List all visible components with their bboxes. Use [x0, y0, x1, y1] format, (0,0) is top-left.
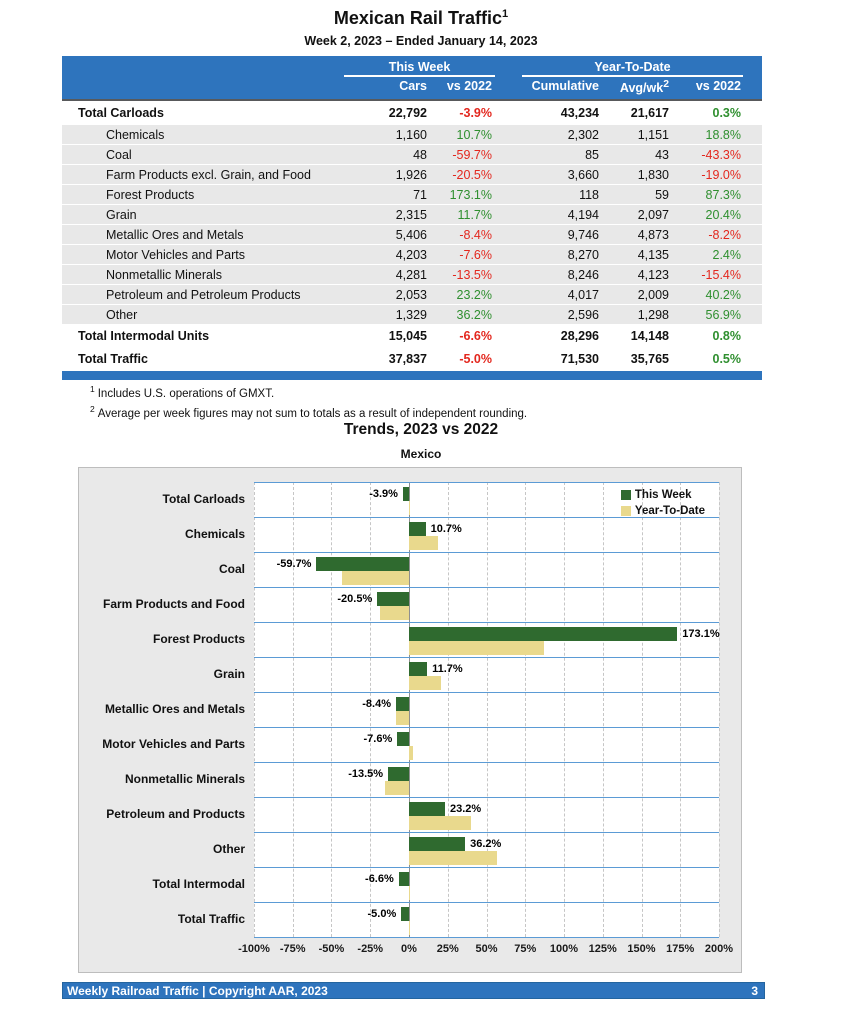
table-bottom-rule [62, 371, 762, 380]
table-row [62, 205, 762, 224]
x-axis-tick-label: 25% [436, 943, 459, 955]
page-footer-bar [62, 982, 765, 999]
cell-week-vs-2022: -20.5% [452, 167, 492, 182]
gridline [719, 482, 720, 937]
footnote-2-marker: 2 [90, 404, 95, 414]
bar-value-label: -7.6% [363, 733, 393, 745]
row-label: Total Carloads [78, 105, 164, 120]
gridline [293, 482, 294, 937]
cell-ytd-vs-2022: 87.3% [705, 187, 741, 202]
x-axis-tick-label: 100% [549, 943, 579, 955]
table-row [62, 185, 762, 204]
cell-cars: 1,329 [395, 307, 427, 322]
cell-avg-wk: 35,765 [630, 351, 669, 366]
cell-ytd-vs-2022: -43.3% [701, 147, 741, 162]
cell-avg-wk: 4,873 [637, 227, 669, 242]
table-row [62, 285, 762, 304]
bar-value-label: -8.4% [362, 698, 391, 710]
bar-value-label: 173.1% [682, 628, 720, 640]
title-footnote-marker: 1 [501, 8, 509, 20]
row-label: Metallic Ores and Metals [106, 227, 244, 242]
cell-cumulative: 2,596 [567, 307, 599, 322]
bar-this-week [399, 872, 409, 886]
zero-axis-line [409, 482, 410, 937]
bar-value-label: 11.7% [432, 663, 463, 675]
cell-cumulative: 8,246 [567, 267, 599, 282]
column-header-cumulative: Cumulative [531, 79, 599, 93]
cell-week-vs-2022: -3.9% [459, 105, 492, 120]
row-label: Total Intermodal Units [78, 328, 210, 343]
cell-cars: 5,406 [395, 227, 427, 242]
year-to-date-swatch-icon [621, 506, 631, 516]
x-axis-tick-label: 175% [666, 943, 695, 955]
gridline [448, 482, 449, 937]
page-number: 3 [751, 983, 758, 998]
gridline [487, 482, 488, 937]
category-label: Farm Products and Food [102, 597, 245, 611]
bar-this-week [316, 557, 409, 571]
x-axis-tick-label: 75% [514, 943, 537, 955]
cell-avg-wk: 43 [655, 147, 669, 162]
band-separator-line [254, 657, 719, 658]
chart-title: Trends, 2023 vs 2022 [343, 421, 499, 438]
cell-ytd-vs-2022: 40.2% [705, 287, 741, 302]
cell-cumulative: 9,746 [567, 227, 599, 242]
gridline [525, 482, 526, 937]
category-label: Total Carloads [162, 492, 245, 506]
cell-cumulative: 4,194 [567, 207, 599, 222]
bar-this-week [409, 837, 465, 851]
cell-ytd-vs-2022: -8.2% [708, 227, 741, 242]
avg-wk-footnote-marker: 2 [663, 79, 669, 90]
x-axis-tick-label: 125% [588, 943, 617, 955]
cell-cars: 2,053 [395, 287, 427, 302]
bar-value-label: -6.6% [365, 873, 394, 885]
cell-ytd-vs-2022: -19.0% [701, 167, 741, 182]
cell-week-vs-2022: 10.7% [456, 127, 492, 142]
cell-cars: 4,281 [395, 267, 427, 282]
cell-avg-wk: 1,151 [637, 127, 669, 142]
band-separator-line [254, 727, 719, 728]
cell-cars: 1,160 [395, 127, 427, 142]
bar-value-label: 10.7% [430, 523, 462, 535]
band-separator-line [254, 552, 719, 553]
cell-ytd-vs-2022: -15.4% [701, 267, 741, 282]
row-label: Total Traffic [78, 351, 148, 366]
band-separator-line [254, 622, 719, 623]
table-body [62, 102, 762, 369]
legend-label-this-week: This Week [634, 489, 692, 501]
traffic-table [62, 56, 762, 380]
table-row [62, 305, 762, 324]
cell-cumulative: 71,530 [560, 351, 599, 366]
bar-year-to-date [409, 641, 544, 655]
cell-ytd-vs-2022: 0.3% [712, 105, 741, 120]
trends-bar-chart [78, 467, 742, 973]
page-title-text: Mexican Rail Traffic [333, 8, 502, 28]
cell-cumulative: 3,660 [567, 167, 599, 182]
column-group-this-week: This Week [344, 60, 495, 77]
cell-cumulative: 4,017 [567, 287, 599, 302]
bar-this-week [377, 592, 409, 606]
cell-week-vs-2022: -5.0% [459, 351, 492, 366]
footnote-1-text: Includes U.S. operations of GMXT. [97, 387, 275, 400]
bar-year-to-date [409, 816, 471, 830]
bar-year-to-date [342, 571, 409, 585]
gridline [642, 482, 643, 937]
category-label: Other [212, 842, 245, 856]
row-label: Chemicals [106, 127, 165, 142]
cell-cumulative: 28,296 [560, 328, 599, 343]
bar-value-label: -20.5% [337, 593, 373, 605]
cell-week-vs-2022: -7.6% [459, 247, 492, 262]
cell-week-vs-2022: 11.7% [457, 207, 492, 222]
row-label: Forest Products [106, 187, 195, 202]
table-row [62, 125, 762, 144]
cell-ytd-vs-2022: 18.8% [705, 127, 741, 142]
gridline [331, 482, 332, 937]
x-axis-tick-label: -25% [357, 943, 384, 955]
cell-cumulative: 85 [585, 147, 599, 162]
band-separator-line [254, 937, 719, 938]
cell-cars: 22,792 [388, 105, 427, 120]
band-separator-line [254, 832, 719, 833]
page-title [0, 8, 842, 29]
bar-year-to-date [409, 746, 413, 760]
bar-year-to-date [409, 851, 497, 865]
row-label: Coal [106, 147, 132, 162]
row-label: Farm Products excl. Grain, and Food [106, 167, 311, 182]
cell-cumulative: 2,302 [567, 127, 599, 142]
chart-x-axis [238, 943, 734, 961]
category-label: Total Traffic [177, 912, 245, 926]
table-row [62, 325, 762, 346]
cell-avg-wk: 14,148 [630, 328, 669, 343]
cell-cars: 71 [413, 187, 427, 202]
footer-text: Weekly Railroad Traffic | Copyright AAR, 2023 [67, 983, 328, 998]
gridline [564, 482, 565, 937]
bar-year-to-date [385, 781, 409, 795]
footnote-1-marker: 1 [90, 384, 95, 394]
band-separator-line [254, 587, 719, 588]
bar-value-label: -5.0% [367, 908, 397, 920]
cell-cumulative: 43,234 [560, 105, 599, 120]
avg-wk-text: Avg/wk [619, 81, 664, 96]
table-header [62, 56, 762, 101]
bar-year-to-date [396, 711, 409, 725]
cell-ytd-vs-2022: 20.4% [705, 207, 741, 222]
footnote-2-text: Average per week figures may not sum to totals as a result of independent rounding. [97, 407, 528, 420]
band-separator-line [254, 867, 719, 868]
bar-this-week [388, 767, 409, 781]
cell-cumulative: 118 [579, 187, 599, 202]
table-row [62, 265, 762, 284]
column-header-ytd-vs-2022: vs 2022 [695, 79, 741, 93]
page-subtitle: Week 2, 2023 – Ended January 14, 2023 [304, 34, 538, 48]
x-axis-tick-label: 50% [475, 943, 498, 955]
bar-this-week [409, 802, 445, 816]
cell-ytd-vs-2022: 0.8% [712, 328, 741, 343]
row-label: Other [106, 307, 138, 322]
cell-cars: 48 [413, 147, 427, 162]
band-separator-line [254, 482, 719, 483]
cell-ytd-vs-2022: 56.9% [705, 307, 741, 322]
chart-subtitle: Mexico [400, 447, 442, 461]
bar-this-week [409, 522, 426, 536]
x-axis-tick-label: 150% [627, 943, 656, 955]
row-label: Petroleum and Petroleum Products [106, 287, 301, 302]
category-label: Motor Vehicles and Parts [102, 737, 245, 751]
cell-cumulative: 8,270 [567, 247, 599, 262]
cell-avg-wk: 1,298 [637, 307, 669, 322]
legend-label-year-to-date: Year-To-Date [634, 505, 705, 517]
bar-value-label: -3.9% [369, 488, 398, 500]
band-separator-line [254, 692, 719, 693]
band-separator-line [254, 902, 719, 903]
gridline [603, 482, 604, 937]
category-label: Forest Products [152, 632, 245, 646]
cell-cars: 1,926 [395, 167, 427, 182]
cell-week-vs-2022: 23.2% [456, 287, 492, 302]
cell-cars: 37,837 [388, 351, 427, 366]
cell-avg-wk: 2,009 [637, 287, 669, 302]
row-label: Nonmetallic Minerals [106, 267, 223, 282]
table-row [62, 145, 762, 164]
cell-avg-wk: 1,830 [637, 167, 669, 182]
footnote-1 [90, 384, 740, 400]
category-label: Metallic Ores and Metals [104, 702, 245, 716]
bar-value-label: 23.2% [449, 803, 482, 815]
cell-ytd-vs-2022: 0.5% [712, 351, 741, 366]
cell-avg-wk: 59 [655, 187, 669, 202]
category-label: Total Intermodal [152, 877, 245, 891]
table-row [62, 245, 762, 264]
bar-value-label: -13.5% [348, 768, 384, 780]
x-axis-tick-label: -100% [238, 943, 270, 955]
gridline [254, 482, 255, 937]
cell-week-vs-2022: 173.1% [449, 187, 492, 202]
category-label: Coal [218, 562, 245, 576]
cell-avg-wk: 4,135 [637, 247, 669, 262]
bar-value-label: 36.2% [470, 838, 502, 850]
category-label: Petroleum and Products [106, 807, 245, 821]
table-row [62, 165, 762, 184]
cell-cars: 2,315 [395, 207, 427, 222]
legend-item-this-week [621, 487, 705, 503]
column-header-avg-wk [599, 79, 669, 95]
column-header-cars: Cars [399, 79, 427, 93]
table-row [62, 225, 762, 244]
cell-avg-wk: 4,123 [637, 267, 669, 282]
x-axis-tick-label: 0% [401, 943, 417, 955]
bar-year-to-date [409, 921, 410, 935]
cell-avg-wk: 2,097 [637, 207, 669, 222]
row-label: Grain [106, 207, 137, 222]
bar-year-to-date [409, 886, 410, 900]
bar-this-week [397, 732, 409, 746]
category-label: Chemicals [184, 527, 245, 541]
cell-week-vs-2022: 36.2% [456, 307, 492, 322]
bar-year-to-date [409, 676, 441, 690]
bar-this-week [409, 627, 677, 641]
this-week-swatch-icon [621, 490, 631, 500]
bar-value-label: -59.7% [276, 558, 312, 570]
category-label: Nonmetallic Minerals [124, 772, 245, 786]
bar-this-week [396, 697, 409, 711]
chart-plot-area [254, 482, 719, 937]
table-row [62, 102, 762, 123]
cell-week-vs-2022: -13.5% [452, 267, 492, 282]
bar-year-to-date [409, 536, 438, 550]
x-axis-tick-label: 200% [704, 943, 734, 955]
chart-legend [621, 487, 705, 519]
cell-ytd-vs-2022: 2.4% [712, 247, 741, 262]
row-label: Motor Vehicles and Parts [106, 247, 245, 262]
column-header-week-vs-2022: vs 2022 [446, 79, 492, 93]
header-spacer [62, 79, 337, 95]
bar-this-week [403, 487, 409, 501]
cell-week-vs-2022: -59.7% [452, 147, 492, 162]
category-label: Grain [213, 667, 245, 681]
cell-cars: 15,045 [388, 328, 427, 343]
cell-week-vs-2022: -6.6% [459, 328, 492, 343]
footnote-2 [90, 404, 740, 420]
cell-week-vs-2022: -8.4% [459, 227, 492, 242]
bar-this-week [401, 907, 409, 921]
bar-year-to-date [380, 606, 409, 620]
cell-cars: 4,203 [395, 247, 427, 262]
gridline [680, 482, 681, 937]
table-row [62, 348, 762, 369]
x-axis-tick-label: -50% [318, 943, 345, 955]
legend-item-year-to-date [621, 503, 705, 519]
band-separator-line [254, 762, 719, 763]
x-axis-tick-label: -75% [279, 943, 306, 955]
column-header-row [62, 79, 762, 95]
cell-avg-wk: 21,617 [630, 105, 669, 120]
bar-this-week [409, 662, 427, 676]
column-group-year-to-date: Year-To-Date [522, 60, 743, 77]
band-separator-line [254, 797, 719, 798]
